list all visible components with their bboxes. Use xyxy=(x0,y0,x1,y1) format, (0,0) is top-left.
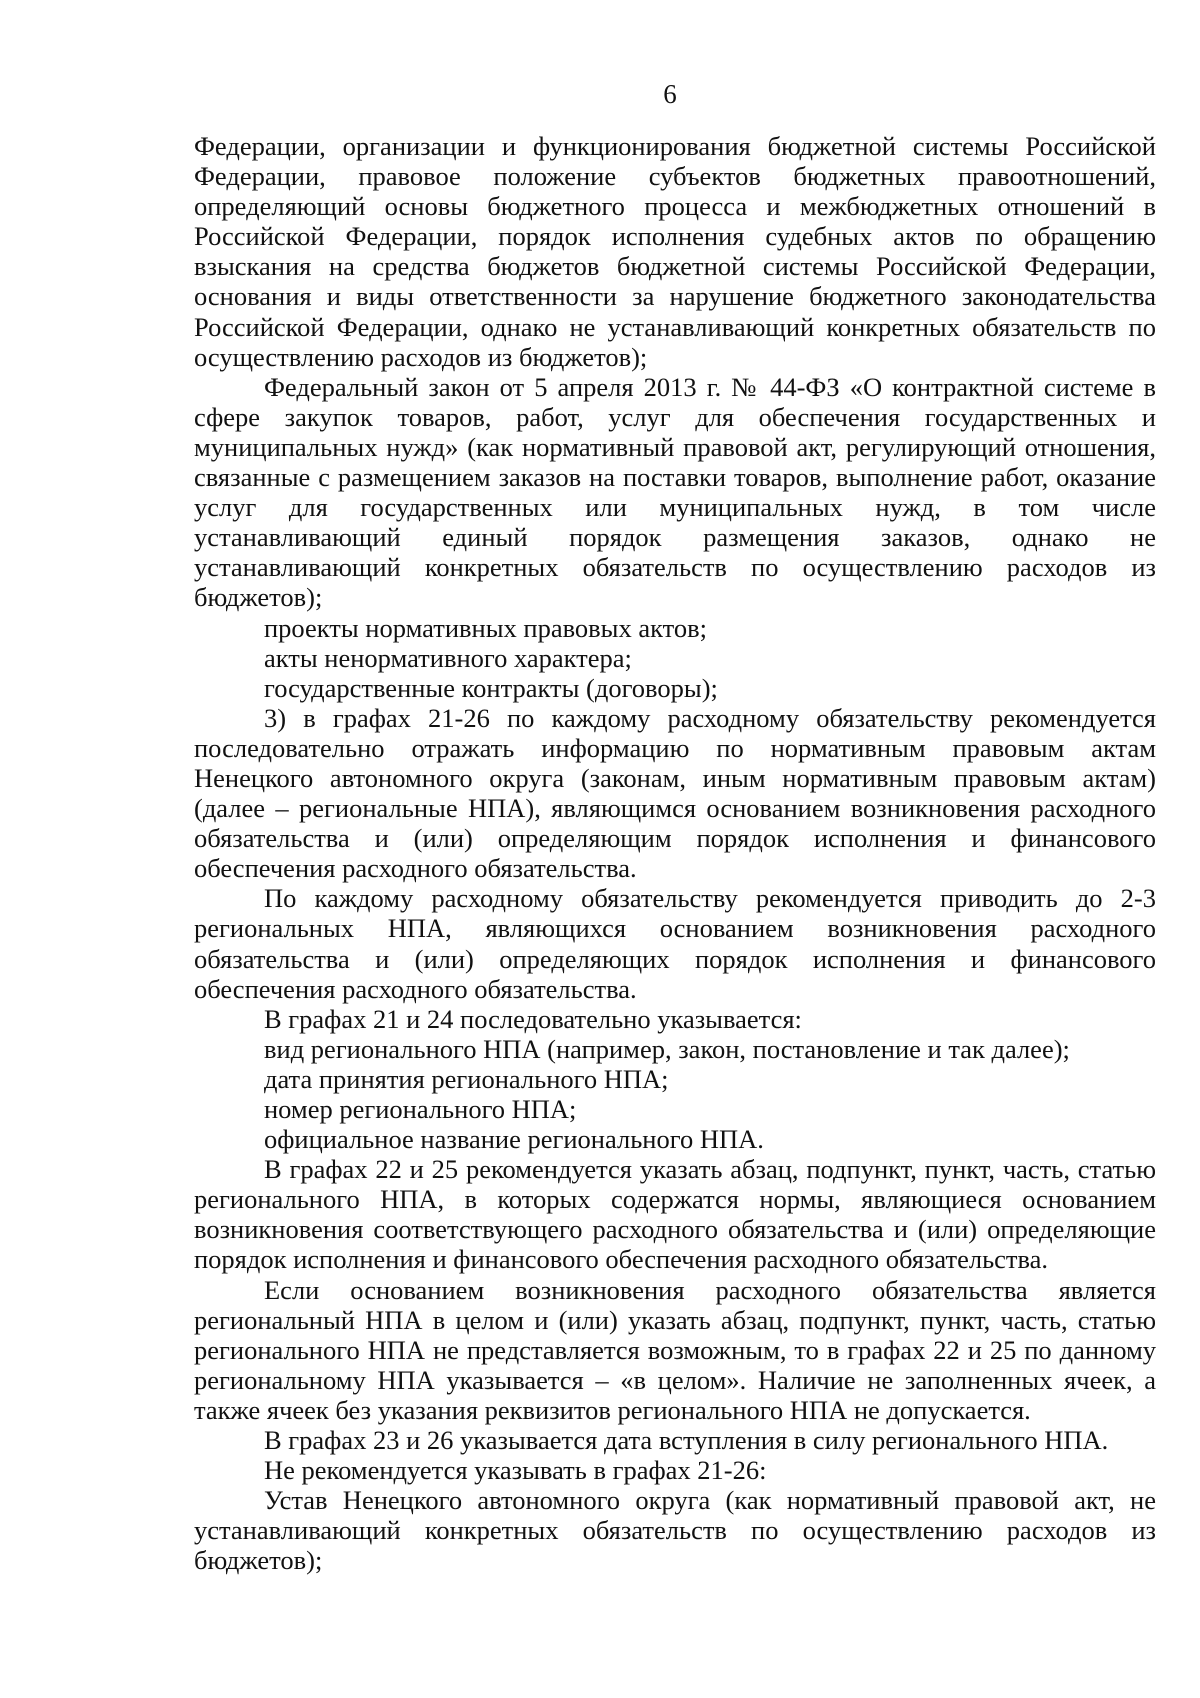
paragraph: В графах 22 и 25 рекомендуется указать абзац, подпункт, пункт, часть, статью регионального НПА, в которых содержатся нормы, являющиеся основанием возникновения соответствующего расходного обязательства и (или) определяющие порядок исполнения и финансового обеспечения расходного обязательства. xyxy=(194,1154,1156,1275)
list-item: акты ненормативного характера; xyxy=(264,642,632,673)
paragraph: Не рекомендуется указывать в графах 21-26: xyxy=(264,1455,767,1486)
paragraph-federal-law: Федеральный закон от 5 апреля 2013 г. № 44-ФЗ «О контрактной системе в сфере закупок товаров, работ, услуг для обеспечения государственных и муниципальных нужд» (как нормативный правовой акт, регулирующий отношения, связанные с размещением заказов на поставки товаров, выполнение работ, оказание услуг для государственных или муниципальных нужд, в том числе устанавливающий единый порядок размещения заказов, однако не устанавливающий конкретных обязательств по осуществлению расходов из бюджетов); xyxy=(194,371,1156,613)
paragraph-item-3: 3) в графах 21-26 по каждому расходному обязательству рекомендуется последовательно отражать информацию по нормативным правовым актам Ненецкого автономного округа (законам, иным нормативным правовым актам) (далее – региональные НПА), являющимся основанием возникновения расходного обязательства и (или) определяющим порядок исполнения и финансового обеспечения расходного обязательства. xyxy=(194,702,1156,884)
list-item: номер регионального НПА; xyxy=(264,1094,577,1124)
paragraph: По каждому расходному обязательству рекомендуется приводить до 2-3 региональных НПА, являющихся основанием возникновения расходного обязательства и (или) определяющих порядок исполнения и финансового обеспечения расходного обязательства. xyxy=(194,883,1156,1004)
paragraph: Если основанием возникновения расходного обязательства является региональный НПА в целом и (или) указать абзац, подпункт, пункт, часть, статью регионального НПА не представляется возможным, то в графах 22 и 25 по данному региональному НПА указывается – «в целом». Наличие не заполненных ячеек, а также ячеек без указания реквизитов регионального НПА не допускается. xyxy=(194,1274,1156,1425)
list-item: дата принятия регионального НПА; xyxy=(264,1063,669,1094)
list-item: официальное название регионального НПА. xyxy=(264,1124,764,1155)
list-item: вид регионального НПА (например, закон, постановление и так далее); xyxy=(264,1033,1070,1064)
paragraph: В графах 21 и 24 последовательно указывается: xyxy=(264,1003,802,1034)
document-body xyxy=(194,131,1156,1576)
paragraph: В графах 23 и 26 указывается дата вступления в силу регионального НПА. xyxy=(264,1425,1109,1456)
list-item: государственные контракты (договоры); xyxy=(264,672,718,703)
paragraph: Устав Ненецкого автономного округа (как нормативный правовой акт, не устанавливающий конкретных обязательств по осуществлению расходов из бюджетов); xyxy=(194,1485,1156,1576)
paragraph-continuation: Федерации, организации и функционирования бюджетной системы Российской Федерации, правовое положение субъектов бюджетных правоотношений, определяющий основы бюджетного процесса и межбюджетных отношений в Российской Федерации, порядок исполнения судебных актов по обращению взыскания на средства бюджетов бюджетной системы Российской Федерации, основания и виды ответственности за нарушение бюджетного законодательства Российской Федерации, однако не устанавливающий конкретных обязательств по осуществлению расходов из бюджетов); xyxy=(194,131,1156,372)
list-item: проекты нормативных правовых актов; xyxy=(264,612,707,643)
page-number: 6 xyxy=(663,79,677,109)
